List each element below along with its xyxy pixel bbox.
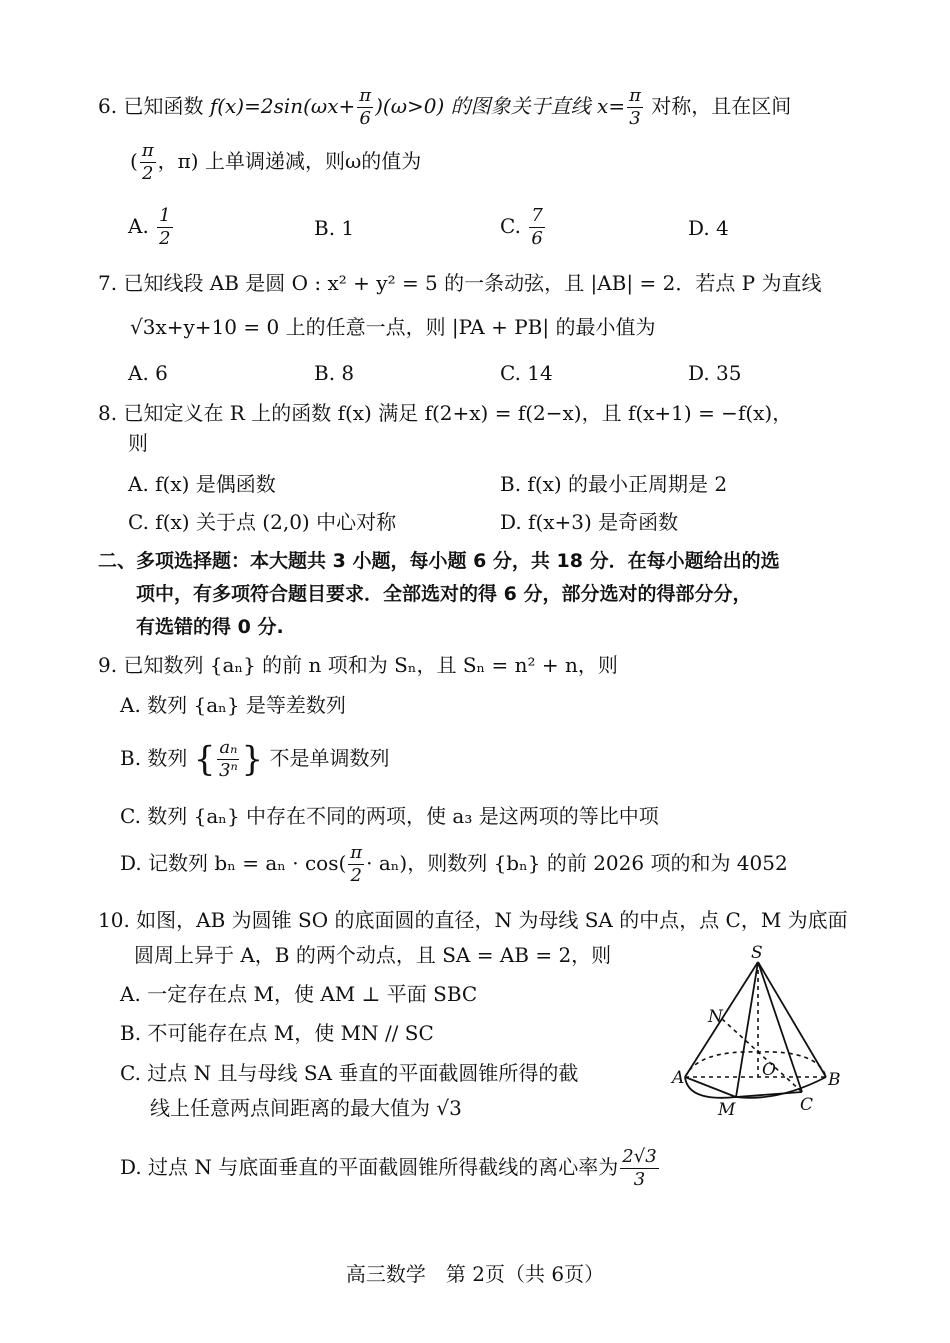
q10-option-c-line2: 线上任意两点间距离的最大值为 √3 bbox=[150, 1096, 462, 1120]
q6-option-c: C. $\frac{7}{6}$ bbox=[500, 205, 543, 249]
cone-label-s: S bbox=[751, 943, 763, 963]
q10-option-a: A. 一定存在点 M，使 AM ⊥ 平面 SBC bbox=[120, 982, 478, 1006]
q7-option-a: A. 6 bbox=[128, 361, 168, 385]
q7-line1: 7. 已知线段 AB 是圆 O : x² + y² = 5 的一条动弦，且 |AB| = 2．若点 P 为直线 bbox=[98, 271, 822, 295]
q6-frac-pi-2: $\frac{\pi}{2}$ bbox=[141, 140, 154, 184]
cone-label-n: N bbox=[708, 1007, 723, 1027]
q6-option-d: D. 4 bbox=[688, 216, 729, 240]
q9-option-d: D. 记数列 bₙ = aₙ · cos( $\frac{\pi}{2}$ · aₙ)，则数列 {bₙ} 的前 2026 项的和为 4052 bbox=[120, 842, 788, 886]
cone-figure bbox=[668, 942, 858, 1127]
cone-label-m: M bbox=[718, 1100, 736, 1120]
q8-option-c: C. f(x) 关于点 (2,0) 中心对称 bbox=[128, 510, 397, 534]
q8-line1: 8. 已知定义在 R 上的函数 f(x) 满足 f(2+x) = f(2−x)，且 f(x+1) = −f(x)， bbox=[98, 401, 793, 425]
cone-label-a: A bbox=[672, 1068, 685, 1088]
q8-option-a: A. f(x) 是偶函数 bbox=[128, 472, 276, 496]
q7-option-b: B. 8 bbox=[314, 361, 355, 385]
q10-option-c-line1: C. 过点 N 且与母线 SA 垂直的平面截圆锥所得的截 bbox=[120, 1061, 579, 1085]
q6-line-x: x= bbox=[597, 94, 626, 118]
q6-frac-pi-6: $\frac{\pi}{6}$ bbox=[359, 85, 372, 129]
q9-line1: 9. 已知数列 {aₙ} 的前 n 项和为 Sₙ，且 Sₙ = n² + n，则 bbox=[98, 653, 618, 677]
q9-option-b: B. 数列 { $\frac{\text{aₙ}}{\text{3ⁿ}}$ } 不是单调数列 bbox=[120, 737, 390, 781]
q6-stem: 6. 已知函数 bbox=[98, 94, 204, 118]
q6-frac-pi-3: $\frac{\pi}{3}$ bbox=[629, 85, 641, 129]
section2-heading: 二、多项选择题：本大题共 3 小题，每小题 6 分，共 18 分．在每小题给出的选 bbox=[98, 550, 780, 572]
q6-line2: ( $\frac{\pi}{2}$ ，π) 上单调递减，则ω的值为 bbox=[130, 140, 422, 184]
q6-formula: f(x)=2sin(ωx+ bbox=[209, 94, 356, 118]
cone-label-o: O bbox=[762, 1060, 776, 1080]
q9-option-c: C. 数列 {aₙ} 中存在不同的两项，使 a₃ 是这两项的等比中项 bbox=[120, 804, 659, 828]
section2-line2: 项中，有多项符合题目要求．全部选对的得 6 分，部分选对的得部分分， bbox=[136, 583, 752, 605]
q6-stem-end: 对称，且在区间 bbox=[651, 94, 792, 118]
q8-option-b: B. f(x) 的最小正周期是 2 bbox=[500, 472, 728, 496]
q8-option-d: D. f(x+3) 是奇函数 bbox=[500, 510, 679, 534]
q10-line2: 圆周上异于 A，B 的两个动点，且 SA = AB = 2，则 bbox=[134, 943, 612, 967]
q10-option-b: B. 不可能存在点 M，使 MN // SC bbox=[120, 1021, 434, 1045]
page-footer: 高三数学 第 2页（共 6页） bbox=[345, 1262, 605, 1286]
section2-line3: 有选错的得 0 分. bbox=[136, 616, 284, 638]
q10-line1: 10. 如图，AB 为圆锥 SO 的底面圆的直径，N 为母线 SA 的中点，点 C，M 为底面 bbox=[98, 908, 848, 932]
q9-option-a: A. 数列 {aₙ} 是等差数列 bbox=[120, 693, 346, 717]
q6-formula-tail: )(ω>0) 的图象关于直线 bbox=[375, 94, 591, 118]
q6-option-a: A. $\frac{1}{2}$ bbox=[128, 205, 171, 249]
q7-option-c: C. 14 bbox=[500, 361, 553, 385]
cone-label-b: B bbox=[828, 1070, 841, 1090]
q6-stem-line2: ，π) 上单调递减，则ω的值为 bbox=[157, 149, 422, 173]
q8-line2: 则 bbox=[128, 431, 148, 455]
q6-line1 bbox=[98, 85, 791, 130]
q10-option-d: D. 过点 N 与底面垂直的平面截圆锥所得截线的离心率为 $\frac{2√3}{3}$ bbox=[120, 1146, 657, 1190]
cone-label-c: C bbox=[800, 1095, 814, 1115]
q7-option-d: D. 35 bbox=[688, 361, 742, 385]
q7-line2: √3x+y+10 = 0 上的任意一点，则 |PA + PB| 的最小值为 bbox=[130, 315, 656, 339]
q6-option-b: B. 1 bbox=[314, 216, 355, 240]
